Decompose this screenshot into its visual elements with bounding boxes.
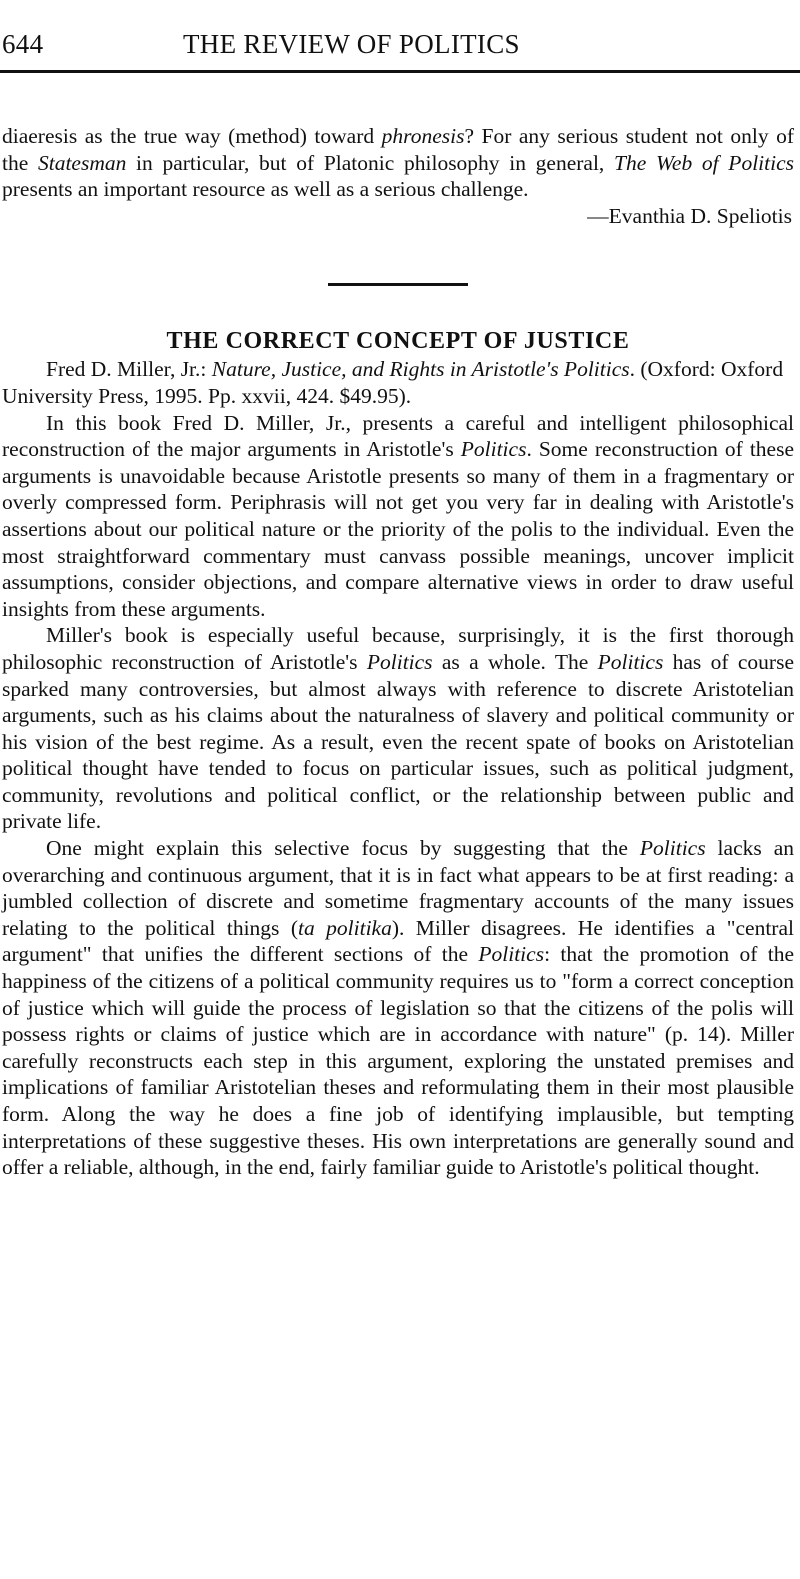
page-number: 644 bbox=[2, 29, 44, 59]
section-divider bbox=[328, 283, 468, 286]
previous-review-closing-paragraph: diaeresis as the true way (method) toward phronesis? For any serious student not only of the Statesman in particular, but of Platonic philosophy in general, The Web of Politics presents an important resource as well as a serious challenge. bbox=[2, 124, 794, 202]
review-title: THE CORRECT CONCEPT OF JUSTICE bbox=[166, 328, 630, 355]
running-head bbox=[0, 22, 800, 68]
book-citation: Fred D. Miller, Jr.: Nature, Justice, and Rights in Aristotle's Politics. (Oxford: Oxford University Press, 1995. Pp. xxvii, 424. $49.95). bbox=[2, 357, 784, 408]
header-rule bbox=[0, 70, 800, 73]
review-paragraph-1: In this book Fred D. Miller, Jr., presents a careful and intelligent philosophical reconstruction of the major arguments in Aristotle's Politics. Some reconstruction of these arguments is unavoidable because Aristotle presents so many of them in a fragmentary or overly compressed form. Periphrasis will not get you very far in dealing with Aristotle's assertions about our political nature or the priority of the polis to the individual. Even the most straightforward commentary must canvass possible meanings, uncover implicit assumptions, consider objections, and compare alternative views in order to draw useful insights from these arguments. bbox=[2, 410, 794, 621]
journal-title: THE REVIEW OF POLITICS bbox=[183, 29, 520, 59]
review-paragraph-3: One might explain this selective focus by suggesting that the Politics lacks an overarching and continuous argument, that it is in fact what appears to be at first reading: a jumbled collection of discrete and sometime fragmentary accounts of the many issues relating to the political things (ta politika). Miller disagrees. He identifies a "central argument" that unifies the different sections of the Politics: that the promotion of the happiness of the citizens of a political community requires us to "form a correct conception of justice which will guide the process of legislation so that the citizens of the polis will possess rights or claims of justice which are in accordance with nature" (p. 14). Miller carefully reconstructs each step in this argument, exploring the unstated premises and implications of familiar Aristotelian theses and reformulating them in their most plausible form. Along the way he does a fine job of identifying implausible, but tempting interpretations of these suggestive theses. His own interpretations are generally sound and offer a reliable, although, in the end, fairly familiar guide to Aristotle's political thought. bbox=[2, 836, 795, 1180]
page-body bbox=[2, 123, 794, 1181]
reviewer-signature: —Evanthia D. Speliotis bbox=[587, 203, 792, 228]
review-paragraph-2: Miller's book is especially useful because, surprisingly, it is the first thorough philosophic reconstruction of Aristotle's Politics as a whole. The Politics has of course sparked many controversies, but almost always with reference to discrete Aristotelian arguments, such as his claims about the naturalness of slavery and political community or his vision of the best regime. As a result, even the recent spate of books on Aristotelian political thought have tended to focus on particular issues, such as political judgment, community, revolutions and political conflict, or the relationship between public and private life. bbox=[2, 623, 794, 834]
